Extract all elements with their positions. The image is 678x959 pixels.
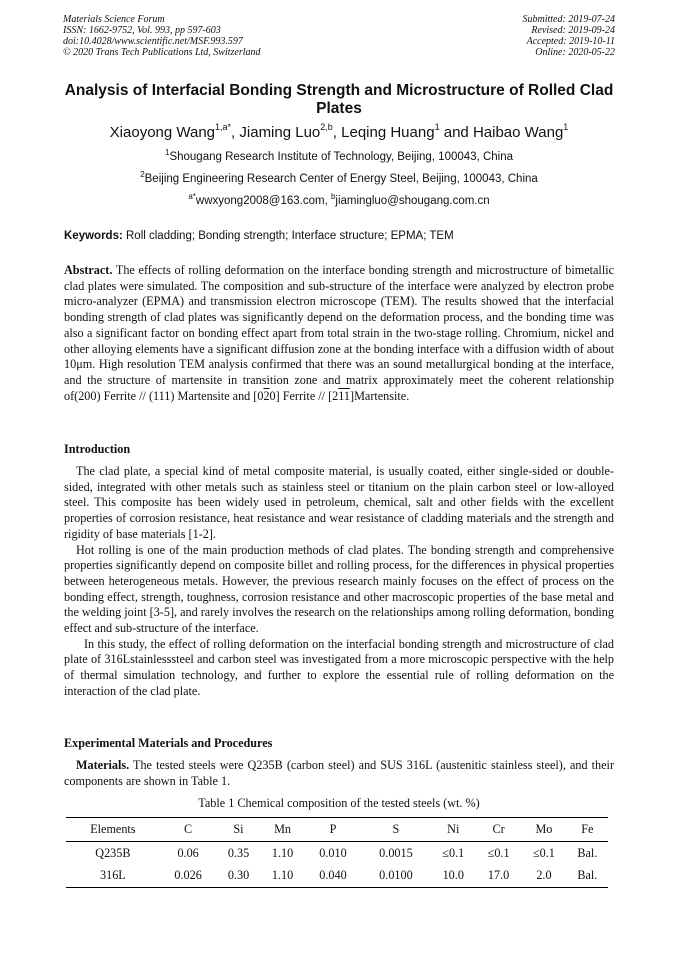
affil-text: Beijing Engineering Research Center of Energy Steel, Beijing, 100043, China	[144, 173, 538, 185]
intro-paragraph: Hot rolling is one of the main production methods of clad plates. The bonding strength and comprehensive properties significantly depend on composite billet and rolling process, for the differences in physical properties between heterogeneous metals. However, the previous research mainly focuses on the effect of process on the bonding effect, strength, toughness, corrosion resistance and other macroscopic properties of the base metal and the welding joint [3-5], and rarely involves the research on the relationships among rolling deformation, bonding effect and sub-structure of the interface.	[64, 542, 614, 636]
column-header: C	[160, 818, 217, 842]
table-cell: 2.0	[521, 865, 566, 888]
abstract-text-mid: 0] Ferrite // [2	[269, 388, 339, 403]
materials-text: The tested steels were Q235B (carbon steel) and SUS 316L (austenitic stainless steel), and their components are shown in Table 1.	[64, 758, 614, 788]
intro-paragraph: The clad plate, a special kind of metal composite material, is usually coated, either single-sided or double-sided, integrated with other metals such as stainless steel or titanium on the plain carbon steel or low-alloyed steel. This composite has been widely used in petroleum, chemical, salt and other fields with the excellent properties of corrosion resistance, heat resistance and wear resistance of cladding materials and the strength and rigidity of base materials [1-2].	[64, 464, 614, 541]
table-row	[66, 865, 608, 888]
table-cell: 0.0015	[379, 845, 413, 860]
accepted-date: Accepted: 2019-10-11	[526, 36, 615, 47]
section-heading-experimental: Experimental Materials and Procedures	[64, 736, 273, 750]
copyright-line: © 2020 Trans Tech Publications Ltd, Switzerland	[63, 47, 261, 58]
table-cell: 0.040	[305, 865, 362, 888]
column-header: Mn	[261, 818, 305, 842]
section-heading-introduction: Introduction	[64, 442, 131, 456]
overbar-digits: 11	[338, 388, 351, 403]
introduction-body	[64, 464, 614, 700]
keywords-label: Keywords:	[64, 230, 123, 242]
affil-sup: 2	[140, 170, 145, 179]
email-b: jiamingluo@shougang.com.cn	[335, 195, 490, 207]
author-emails	[40, 194, 638, 208]
table-cell: 0.0100	[361, 865, 430, 888]
column-header: Cr	[476, 818, 521, 842]
revised-date: Revised: 2019-09-24	[531, 25, 615, 36]
author-name: Haibao Wang	[472, 124, 564, 141]
journal-name: Materials Science Forum	[63, 14, 165, 25]
table-cell: ≤0.1	[532, 845, 555, 860]
keywords-text: Roll cladding; Bonding strength; Interface structure; EPMA; TEM	[122, 230, 454, 242]
column-header: Elements	[66, 818, 160, 842]
abstract-text: The effects of rolling deformation on the interface bonding strength and microstructure of bimetallic clad plates were simulated. The composition and sub-structure of the interface were analyzed by electron probe micro-analyzer (EPMA) and transmission electron microscope (TEM). The results showed that the interfacial bonding strength of clad plates was significantly depend on the deformation process, and the bonding time was also a significant factor on bonding effect apart from total strain in the two-stage rolling. Chromium, nickel and other alloying elements have a significant diffusion zone at the bonding interface with a diffusion width of about 10μm. High resolution TEM analysis confirmed that there was an sound metallurgical bonding at the interface, and the structure of martensite in transition zone and matrix approximately meet the coherent relationship of(200) Ferrite // (111) Martensite and [0	[64, 263, 614, 403]
table-cell: 17.0	[476, 865, 521, 888]
composition-table	[66, 817, 608, 888]
doi-line: doi:10.4028/www.scientific.net/MSF.993.597	[63, 36, 243, 47]
column-header: Mo	[521, 818, 566, 842]
online-date: Online: 2020-05-22	[535, 47, 615, 58]
table-cell: 0.026	[160, 865, 217, 888]
keywords	[64, 229, 614, 243]
paper-title: Analysis of Interfacial Bonding Strength and Microstructure of Rolled Clad Plates	[64, 82, 614, 117]
author-sup: 1	[563, 122, 569, 132]
table-cell: ≤0.1	[442, 845, 465, 860]
table-row	[66, 842, 608, 865]
table-cell: 10.0	[431, 865, 476, 888]
table-cell: 1.10	[261, 865, 305, 888]
journal-info	[63, 14, 261, 58]
abstract-label: Abstract.	[64, 263, 113, 277]
affil-sup: 1	[165, 148, 170, 157]
table-cell: Bal.	[577, 845, 598, 860]
column-header: Ni	[431, 818, 476, 842]
table-cell: Bal.	[567, 865, 608, 888]
table-cell: ≤0.1	[487, 845, 510, 860]
table-cell: Q235B	[95, 845, 131, 860]
email-sup: a*	[188, 192, 196, 201]
submission-dates	[523, 14, 616, 58]
materials-label: Materials.	[76, 758, 130, 772]
affil-text: Shougang Research Institute of Technology, Beijing, 100043, China	[169, 151, 513, 163]
abstract-text-end: ]Martensite.	[350, 388, 410, 403]
author-name: Jiaming Luo	[239, 124, 321, 141]
column-header: Si	[216, 818, 260, 842]
author-sup: 1	[434, 122, 440, 132]
table-cell: 0.010	[319, 845, 347, 860]
issn-line: ISSN: 1662-9752, Vol. 993, pp 597-603	[63, 25, 221, 36]
column-header: S	[361, 818, 430, 842]
overbar-digit: 2	[263, 388, 270, 403]
email-sup: b	[330, 192, 336, 201]
email-a: wwxyong2008@163.com,	[195, 195, 331, 207]
author-name: Xiaoyong Wang	[109, 124, 216, 141]
materials-paragraph	[64, 758, 614, 789]
author-list	[40, 124, 638, 142]
table-cell: 0.06	[177, 845, 199, 860]
table-cell: 0.30	[216, 865, 260, 888]
author-sup: 2,b	[320, 122, 333, 132]
author-sep: and	[439, 124, 473, 141]
column-header: Fe	[567, 818, 608, 842]
abstract	[64, 263, 614, 404]
table-header-row	[66, 818, 608, 842]
submitted-date: Submitted: 2019-07-24	[522, 14, 615, 25]
affiliation-2	[40, 172, 638, 186]
author-sep: ,	[231, 124, 240, 141]
table-cell: 316L	[66, 865, 160, 888]
table-cell: 0.35	[227, 845, 250, 860]
table-cell: 1.10	[271, 845, 294, 860]
affiliation-1	[40, 150, 638, 164]
author-name: Leqing Huang	[341, 124, 435, 141]
intro-paragraph: In this study, the effect of rolling deformation on the interfacial bonding strength and microstructure of clad plate of 316Lstainlesssteel and carbon steel was investigated from a more microscopic perspective with the help of thermal simulation technology, and further to explore the essential rule of rolling deformation on the interaction of the clad plate.	[64, 636, 614, 698]
author-sep: ,	[332, 124, 342, 141]
column-header: P	[305, 818, 362, 842]
table-caption: Table 1 Chemical composition of the tested steels (wt. %)	[198, 796, 480, 810]
author-sup: 1,a*	[215, 122, 232, 132]
